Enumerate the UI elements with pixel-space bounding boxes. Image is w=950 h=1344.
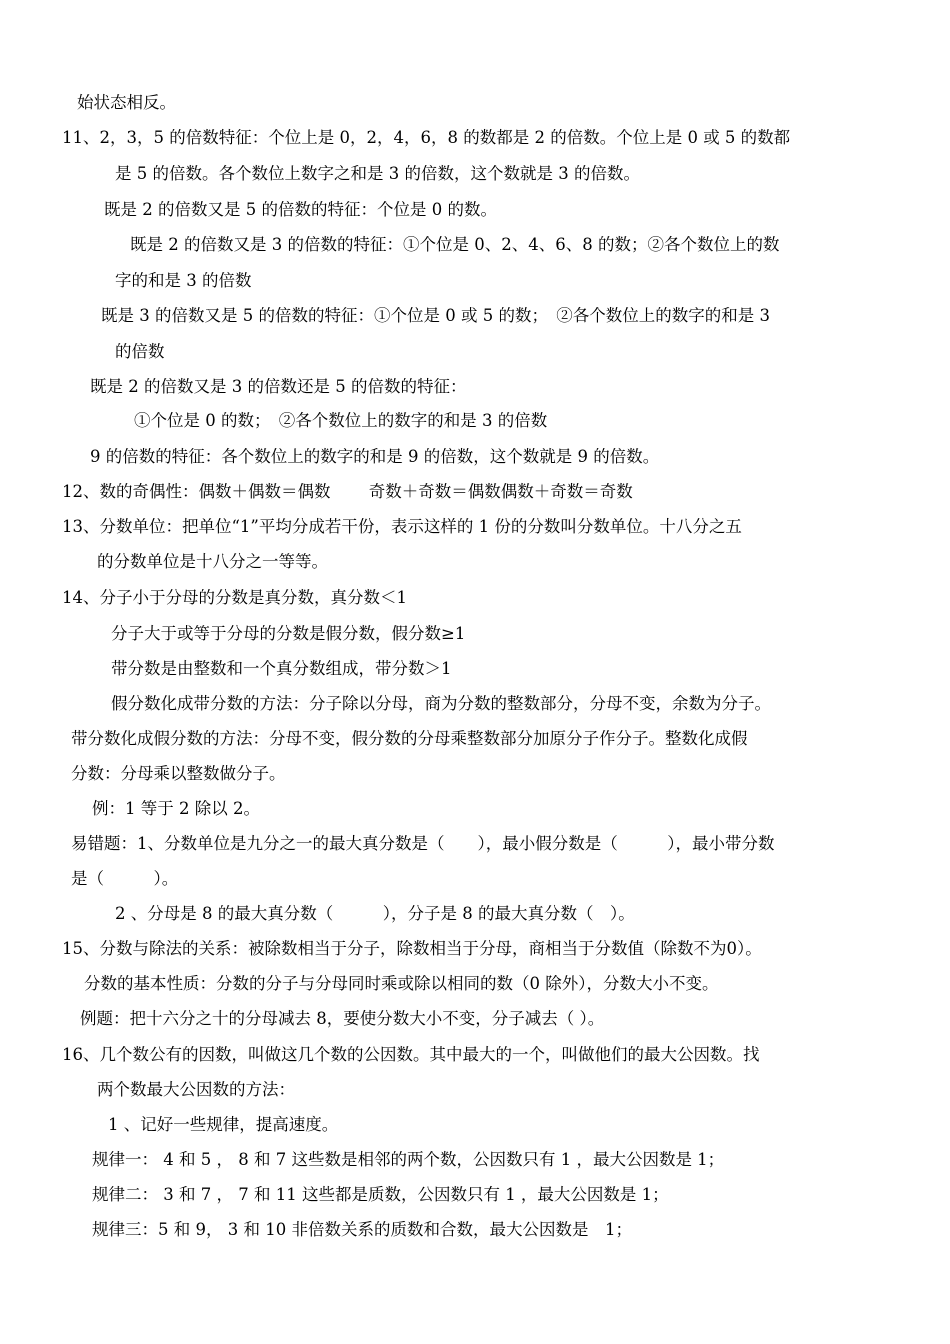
text-line: 两个数最大公因数的方法：: [97, 1080, 295, 1099]
text-line: ①个位是 0 的数； ②各个数位上的数字的和是 3 的倍数: [134, 411, 548, 430]
text-line: 分子大于或等于分母的分数是假分数，假分数≥1: [111, 624, 466, 643]
text-line: 的倍数: [115, 342, 165, 361]
text-line: 是 5 的倍数。各个数位上数字之和是 3 的倍数，这个数就是 3 的倍数。: [115, 164, 640, 183]
text-line: 的分数单位是十八分之一等等。: [97, 552, 328, 571]
text-line: 分数：分母乘以整数做分子。: [71, 764, 286, 783]
text-line: 15、分数与除法的关系：被除数相当于分子，除数相当于分母，商相当于分数值（除数不为0）。: [62, 939, 762, 958]
text-line: 既是 3 的倍数又是 5 的倍数的特征：①个位是 0 或 5 的数； ②各个数位上的数字的和是 3: [101, 306, 770, 325]
text-line: 11、2，3，5 的倍数特征：个位上是 0，2，4，6，8 的数都是 2 的倍数。个位上是 0 或 5 的数都: [62, 128, 791, 147]
text-line: 2 、分母是 8 的最大真分数（ ），分子是 8 的最大真分数（ ）。: [115, 904, 635, 923]
text-line: 14、分子小于分母的分数是真分数，真分数＜1: [62, 588, 407, 607]
text-line: 规律三：5 和 9， 3 和 10 非倍数关系的质数和合数，最大公因数是 1；: [92, 1220, 632, 1239]
text-line: 既是 2 的倍数又是 5 的倍数的特征：个位是 0 的数。: [104, 200, 497, 219]
text-line: 9 的倍数的特征：各个数位上的数字的和是 9 的倍数，这个数就是 9 的倍数。: [90, 447, 660, 466]
text-line: 例题：把十六分之十的分母减去 8，要使分数大小不变，分子减去（ ）。: [80, 1009, 605, 1028]
text-line: 规律二： 3 和 7 ， 7 和 11 这些都是质数，公因数只有 1 ，最大公因数是 1；: [92, 1185, 669, 1204]
text-line: 13、分数单位：把单位“1”平均分成若干份，表示这样的 1 份的分数叫分数单位。十八分之五: [62, 517, 742, 536]
text-line: 带分数化成假分数的方法：分母不变，假分数的分母乘整数部分加原分子作分子。整数化成假: [71, 729, 748, 748]
text-line: 12、数的奇偶性：偶数＋偶数＝偶数 奇数＋奇数＝偶数偶数＋奇数＝奇数: [62, 482, 633, 501]
text-line: 既是 2 的倍数又是 3 的倍数还是 5 的倍数的特征：: [90, 377, 467, 396]
text-line: 带分数是由整数和一个真分数组成，带分数＞1: [111, 659, 452, 678]
text-line: 始状态相反。: [77, 93, 176, 112]
text-line: 既是 2 的倍数又是 3 的倍数的特征：①个位是 0、2、4、6、8 的数；②各个数位上的数: [130, 235, 780, 254]
text-line: 是（ ）。: [71, 869, 179, 888]
text-line: 易错题：1、分数单位是九分之一的最大真分数是（ ），最小假分数是（ ），最小带分数: [71, 834, 775, 853]
text-line: 字的和是 3 的倍数: [115, 271, 252, 290]
text-line: 例：1 等于 2 除以 2。: [92, 799, 260, 818]
text-line: 规律一： 4 和 5 ， 8 和 7 这些数是相邻的两个数，公因数只有 1 ，最大公因数是 1；: [92, 1150, 725, 1169]
text-line: 假分数化成带分数的方法：分子除以分母，商为分数的整数部分，分母不变，余数为分子。: [111, 694, 771, 713]
text-line: 1 、记好一些规律，提高速度。: [108, 1115, 339, 1134]
text-line: 分数的基本性质：分数的分子与分母同时乘或除以相同的数（0 除外），分数大小不变。: [84, 974, 719, 993]
text-line: 16、几个数公有的因数，叫做这几个数的公因数。其中最大的一个，叫做他们的最大公因数。找: [62, 1045, 760, 1064]
